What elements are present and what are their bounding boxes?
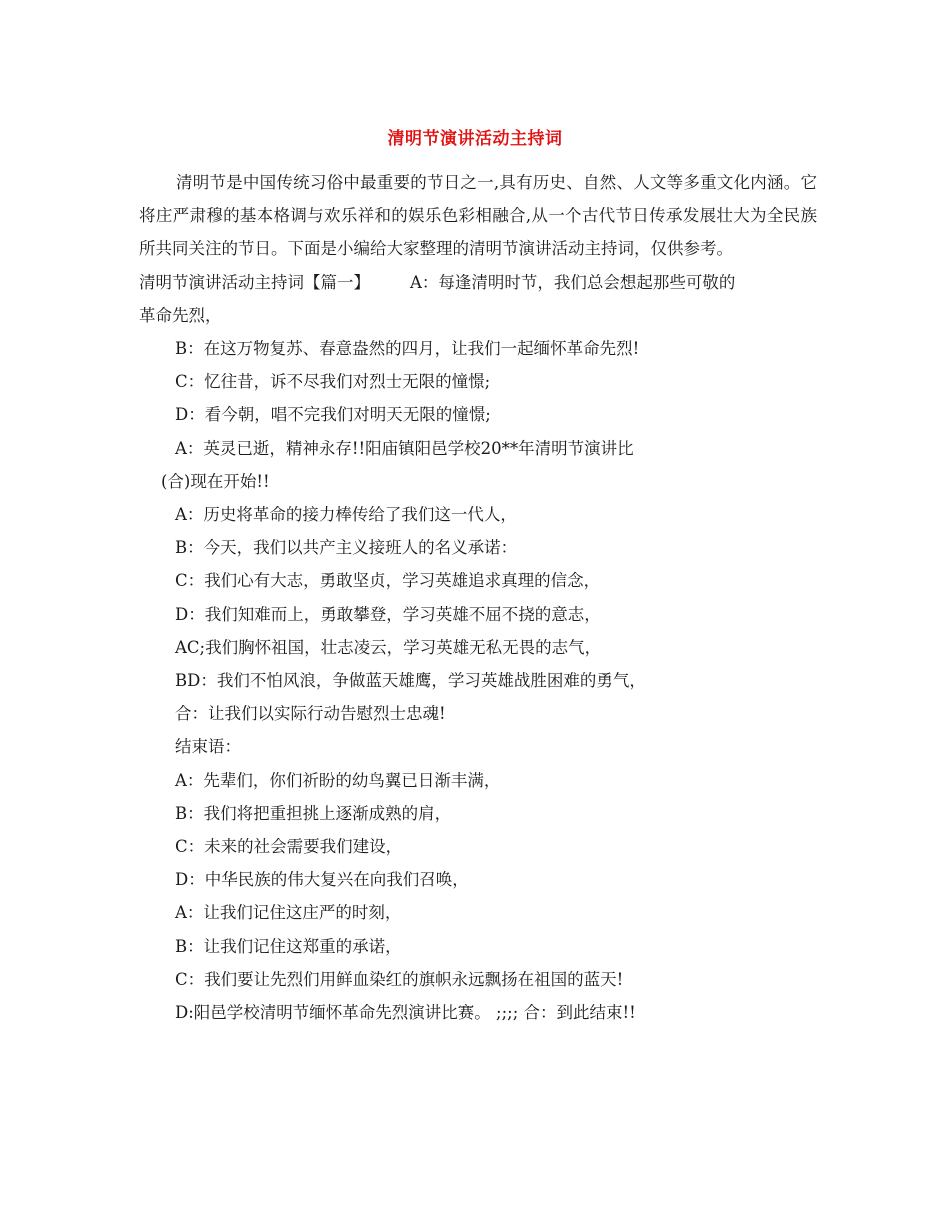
dialogue-line: B：我们将把重担挑上逐渐成熟的肩，: [175, 803, 452, 823]
section-heading: 清明节演讲活动主持词【篇一】: [139, 272, 370, 292]
closing-heading: 结束语：: [175, 737, 241, 757]
dialogue-line: AC;我们胸怀祖国，壮志凌云，学习英雄无私无畏的志气，: [175, 637, 602, 657]
dialogue-line: B：今天，我们以共产主义接班人的名义承诺：: [175, 538, 518, 558]
document-body: [139, 166, 817, 1029]
dialogue-line: C：未来的社会需要我们建设，: [175, 837, 403, 857]
dialogue-line: D：中华民族的伟大复兴在向我们召唤，: [175, 870, 469, 890]
dialogue-line: A：英灵已逝，精神永存!!阳庙镇阳邑学校20**年清明节演讲比: [175, 438, 634, 458]
dialogue-line-a-first-cont: 革命先烈，: [139, 305, 222, 325]
dialogue-line: B：在这万物复苏、春意盎然的四月，让我们一起缅怀革命先烈!: [175, 339, 640, 359]
section-heading-line: [139, 266, 817, 299]
dialogue-line: D：看今朝，唱不完我们对明天无限的憧憬;: [175, 405, 491, 425]
document-title: 清明节演讲活动主持词: [387, 129, 563, 149]
dialogue-line-a-first: A：每逢清明时节，我们总会想起那些可敬的: [410, 272, 736, 292]
dialogue-line: C：我们要让先烈们用鲜血染红的旗帜永远飘扬在祖国的蓝天!: [175, 969, 624, 989]
dialogue-line: A：历史将革命的接力棒传给了我们这一代人，: [175, 505, 517, 525]
dialogue-line: 合：让我们以实际行动告慰烈士忠魂!: [175, 704, 446, 724]
dialogue-line: C：我们心有大志，勇敢坚贞，学习英雄追求真理的信念，: [175, 571, 601, 591]
dialogue-line: B：让我们记住这郑重的承诺，: [175, 936, 402, 956]
dialogue-line: D:阳邑学校清明节缅怀革命先烈演讲比赛。 ;;;; 合：到此结束!!: [175, 1003, 636, 1023]
dialogue-line-he: (合)现在开始!!: [161, 471, 270, 491]
dialogue-line: BD：我们不怕风浪，争做蓝天雄鹰，学习英雄战胜困难的勇气，: [175, 671, 646, 691]
dialogue-line: C：忆往昔，诉不尽我们对烈士无限的憧憬;: [175, 372, 491, 392]
intro-paragraph: 清明节是中国传统习俗中最重要的节日之一,具有历史、自然、人文等多重文化内涵。它将庄严肃穆的基本格调与欢乐祥和的娱乐色彩相融合,从一个古代节日传承发展壮大为全民族所共同关注的节日。下面是小编给大家整理的清明节演讲活动主持词，仅供参考。: [139, 173, 817, 259]
dialogue-line: D：我们知难而上，勇敢攀登，学习英雄不屈不挠的意志，: [175, 604, 601, 624]
dialogue-line: A：先辈们，你们祈盼的幼鸟翼已日渐丰满，: [175, 770, 501, 790]
dialogue-line: A：让我们记住这庄严的时刻，: [175, 903, 402, 923]
